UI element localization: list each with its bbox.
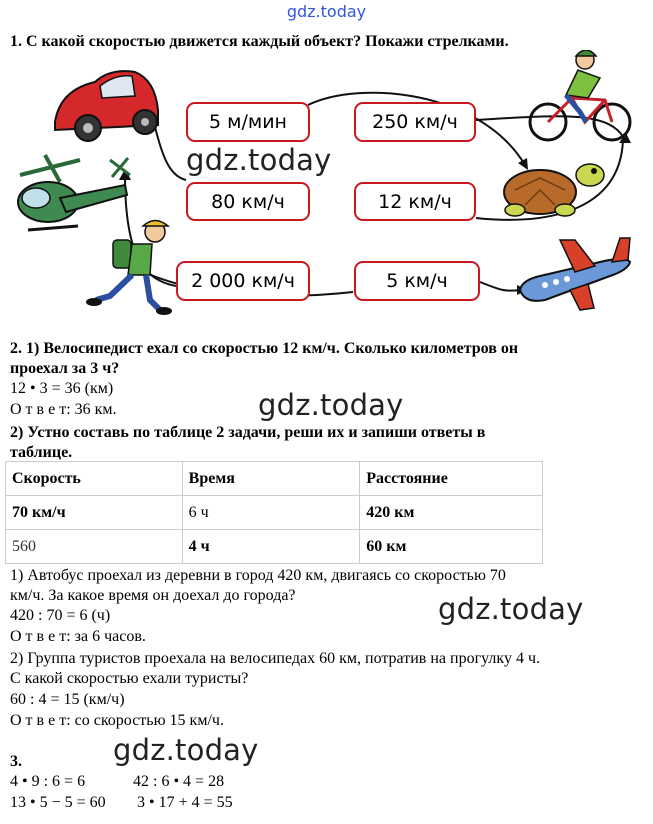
table-cell: 4 ч — [182, 530, 360, 564]
table-row — [6, 530, 543, 564]
problem2-answer — [10, 711, 224, 731]
speed-box-12-km-h[interactable]: 12 км/ч — [354, 182, 476, 221]
answer-label: О т в е т: — [10, 712, 71, 729]
watermark: gdz.today — [438, 592, 584, 626]
speed-illustration — [0, 50, 653, 320]
arrow-5kmh-to-plane — [480, 282, 520, 291]
hiker-illustration — [86, 221, 172, 316]
problem2-line2: С какой скоростью ехали туристы? — [10, 670, 249, 687]
table-header: Расстояние — [360, 462, 543, 496]
task3-title: 3. — [10, 753, 22, 770]
task2-question2: 2) Устно составь по таблице 2 задачи, реши их и запиши ответы в — [10, 424, 486, 441]
problem2-calc: 60 : 4 = 15 (км/ч) — [10, 691, 125, 708]
table-cell: 60 км — [360, 530, 543, 564]
problem1-line1: 1) Автобус проехал из деревни в город 420 км, двигаясь со скоростью 70 — [10, 567, 506, 584]
bicycle-illustration — [530, 50, 630, 140]
answer-label: О т в е т: — [10, 401, 71, 418]
answer-text: со скоростью 15 км/ч. — [70, 712, 224, 729]
task2-calc1: 12 • 3 = 36 (км) — [10, 380, 114, 397]
speed-box-5-km-h[interactable]: 5 км/ч — [354, 261, 480, 301]
task2-question2-cont: таблице. — [10, 444, 73, 461]
watermark: gdz.today — [258, 388, 404, 422]
problem1-answer — [10, 627, 146, 647]
watermark: gdz.today — [113, 733, 259, 767]
task1-title: 1. С какой скоростью движется каждый объект? Покажи стрелками. — [10, 33, 509, 50]
speed-box-250-km-h[interactable]: 250 км/ч — [354, 102, 476, 142]
speed-box-5-m-min[interactable]: 5 м/мин — [186, 102, 310, 142]
speed-box-80-km-h[interactable]: 80 км/ч — [186, 182, 310, 221]
airplane-illustration — [520, 238, 630, 310]
table-cell: 6 ч — [182, 496, 360, 530]
task3-expr: 4 • 9 : 6 = 6 — [10, 773, 86, 790]
turtle-illustration — [504, 164, 604, 216]
task2-answer1 — [10, 400, 117, 420]
speed-box-2000-km-h[interactable]: 2 000 км/ч — [176, 261, 310, 301]
speed-time-distance-table — [5, 461, 543, 564]
answer-label: О т в е т: — [10, 628, 71, 645]
task2-question1-cont: проехал за 3 ч? — [10, 360, 120, 377]
car-illustration — [55, 71, 158, 141]
watermark: gdz.today — [186, 143, 332, 177]
task3-expr: 42 : 6 • 4 = 28 — [133, 773, 225, 790]
helicopter-illustration — [18, 155, 130, 230]
problem1-line2: км/ч. За какое время он доехал до города? — [10, 587, 296, 604]
table-row — [6, 496, 543, 530]
table-cell: 560 — [6, 530, 183, 564]
problem2-line1: 2) Группа туристов проехала на велосипедах 60 км, потратив на прогулку 4 ч. — [10, 650, 540, 667]
answer-text: 36 км. — [70, 401, 117, 418]
table-header: Скорость — [6, 462, 183, 496]
answer-text: за 6 часов. — [70, 628, 146, 645]
task3-expr: 13 • 5 − 5 = 60 — [10, 794, 106, 811]
site-header[interactable]: gdz.today — [286, 2, 367, 21]
table-cell: 70 км/ч — [6, 496, 183, 530]
task3-expr: 3 • 17 + 4 = 55 — [137, 794, 233, 811]
task2-question1: 2. 1) Велосипедист ехал со скоростью 12 км/ч. Сколько километров он — [10, 340, 519, 357]
problem1-calc: 420 : 70 = 6 (ч) — [10, 607, 111, 624]
arrowhead — [518, 158, 528, 170]
table-header-row — [6, 462, 543, 496]
table-header: Время — [182, 462, 360, 496]
table-cell: 420 км — [360, 496, 543, 530]
